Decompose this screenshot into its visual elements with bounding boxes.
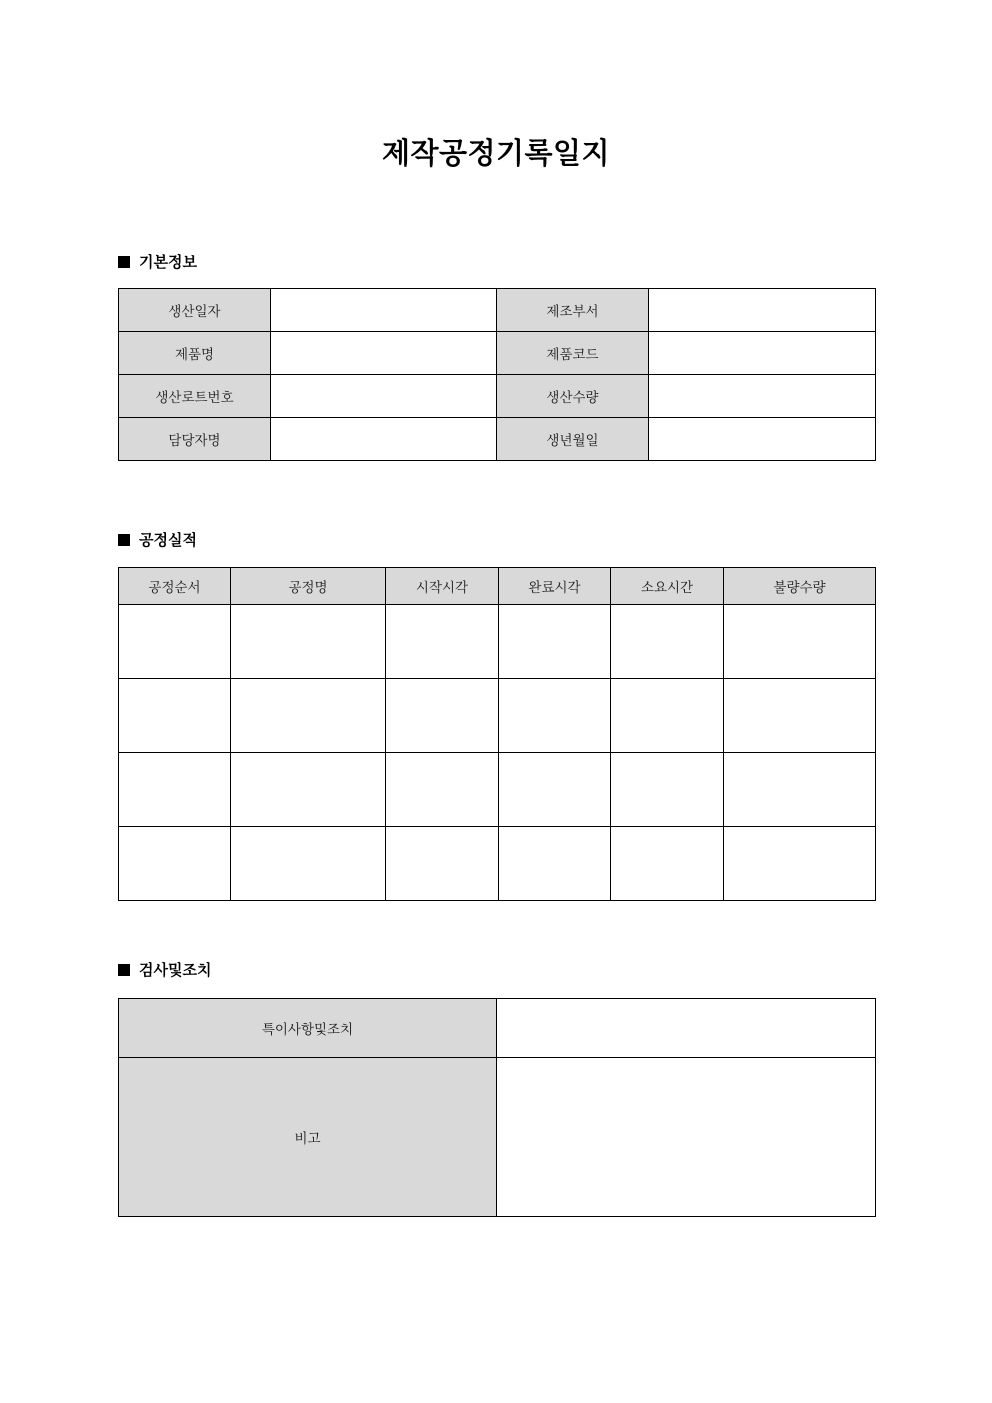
cell-process-name[interactable]: [231, 605, 386, 679]
cell-defect-quantity[interactable]: [724, 679, 876, 753]
table-row: [119, 999, 876, 1058]
cell-defect-quantity[interactable]: [724, 605, 876, 679]
field-value-product-code[interactable]: [649, 332, 876, 375]
cell-process-order[interactable]: [119, 753, 231, 827]
field-value-remarks[interactable]: [497, 1058, 876, 1217]
column-header-start-time: 시작시각: [386, 568, 499, 605]
field-label-production-quantity: 생산수량: [497, 375, 649, 418]
cell-process-name[interactable]: [231, 827, 386, 901]
table-header-row: [119, 568, 876, 605]
cell-elapsed-time[interactable]: [611, 679, 724, 753]
cell-end-time[interactable]: [499, 679, 611, 753]
field-label-date-of-birth: 생년월일: [497, 418, 649, 461]
table-row: [119, 605, 876, 679]
section-header-process-results-label: 공정실적: [139, 531, 197, 549]
column-header-elapsed-time: 소요시간: [611, 568, 724, 605]
table-row: [119, 679, 876, 753]
field-value-person-in-charge[interactable]: [271, 418, 497, 461]
cell-end-time[interactable]: [499, 827, 611, 901]
cell-process-order[interactable]: [119, 827, 231, 901]
field-label-production-lot-number: 생산로트번호: [119, 375, 271, 418]
process-results-table: [118, 567, 876, 901]
cell-elapsed-time[interactable]: [611, 605, 724, 679]
basic-info-table: [118, 288, 876, 461]
cell-elapsed-time[interactable]: [611, 753, 724, 827]
field-label-production-date: 생산일자: [119, 289, 271, 332]
cell-start-time[interactable]: [386, 679, 499, 753]
field-value-production-lot-number[interactable]: [271, 375, 497, 418]
column-header-process-name: 공정명: [231, 568, 386, 605]
field-value-manufacturing-department[interactable]: [649, 289, 876, 332]
table-row: [119, 332, 876, 375]
cell-process-order[interactable]: [119, 679, 231, 753]
cell-process-name[interactable]: [231, 679, 386, 753]
cell-elapsed-time[interactable]: [611, 827, 724, 901]
cell-process-name[interactable]: [231, 753, 386, 827]
cell-end-time[interactable]: [499, 605, 611, 679]
field-label-manufacturing-department: 제조부서: [497, 289, 649, 332]
column-header-end-time: 완료시각: [499, 568, 611, 605]
field-value-production-quantity[interactable]: [649, 375, 876, 418]
table-row: [119, 418, 876, 461]
field-label-product-name: 제품명: [119, 332, 271, 375]
section-header-inspection-action-label: 검사및조치: [139, 961, 212, 979]
section-header-process-results: [118, 529, 197, 550]
column-header-process-order: 공정순서: [119, 568, 231, 605]
table-row: [119, 1058, 876, 1217]
field-value-production-date[interactable]: [271, 289, 497, 332]
field-value-date-of-birth[interactable]: [649, 418, 876, 461]
field-label-remarks: 비고: [119, 1058, 497, 1217]
inspection-action-table: [118, 998, 876, 1217]
field-label-person-in-charge: 담당자명: [119, 418, 271, 461]
cell-start-time[interactable]: [386, 605, 499, 679]
column-header-defect-quantity: 불량수량: [724, 568, 876, 605]
cell-start-time[interactable]: [386, 827, 499, 901]
table-row: [119, 375, 876, 418]
field-label-special-notes-and-actions: 특이사항및조치: [119, 999, 497, 1058]
section-header-inspection-action: [118, 959, 211, 980]
table-row: [119, 753, 876, 827]
section-header-basic-info: [118, 251, 197, 272]
section-header-basic-info-label: 기본정보: [139, 253, 197, 271]
field-value-special-notes-and-actions[interactable]: [497, 999, 876, 1058]
filled-square-bullet-icon: [118, 256, 130, 268]
page-title: 제작공정기록일지: [381, 136, 611, 170]
field-value-product-name[interactable]: [271, 332, 497, 375]
filled-square-bullet-icon: [118, 964, 130, 976]
cell-end-time[interactable]: [499, 753, 611, 827]
cell-process-order[interactable]: [119, 605, 231, 679]
field-label-product-code: 제품코드: [497, 332, 649, 375]
cell-defect-quantity[interactable]: [724, 827, 876, 901]
table-row: [119, 289, 876, 332]
cell-defect-quantity[interactable]: [724, 753, 876, 827]
cell-start-time[interactable]: [386, 753, 499, 827]
table-row: [119, 827, 876, 901]
filled-square-bullet-icon: [118, 534, 130, 546]
